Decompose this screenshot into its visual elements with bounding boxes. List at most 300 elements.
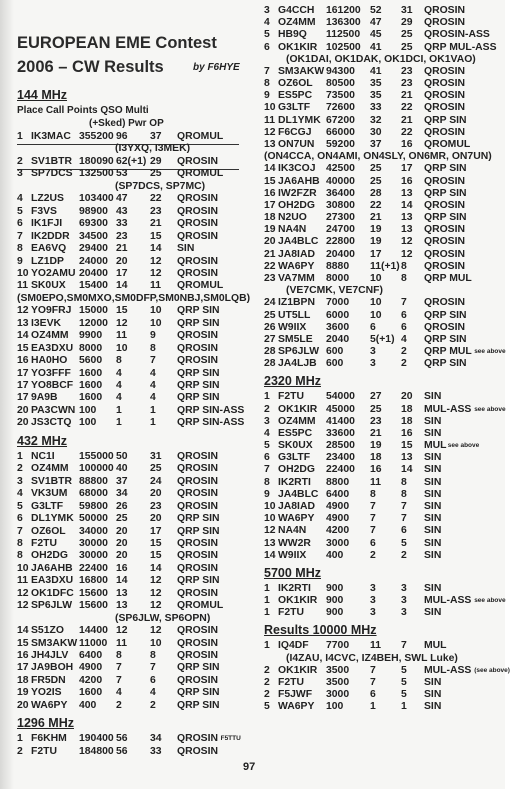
callsign-cell: OK1KIR [278,403,318,415]
place-cell: 17 [264,199,276,211]
remark-cell: F5TTU [220,735,241,743]
points-cell: 4200 [79,674,103,686]
points-cell: 4900 [326,513,350,525]
qso-cell: 22 [370,199,382,211]
points-cell: 41400 [326,415,355,427]
result-row [264,606,496,620]
category-cell: QROSIN [424,5,465,16]
qso-cell: 28 [370,187,382,199]
category-cell: QROSIN [177,650,218,661]
category-cell: MUL [424,440,447,452]
multi-cell: 25 [401,41,413,53]
place-cell: 9 [264,90,270,102]
points-cell: 27300 [326,212,355,224]
multi-cell: 12 [150,600,162,612]
callsign-cell: JS3CTQ [31,417,72,429]
multi-cell: 12 [150,267,162,279]
points-cell: 3000 [326,537,350,549]
multi-cell: 7 [150,355,156,367]
place-cell: 16 [17,650,29,661]
points-cell: 8800 [326,476,350,488]
points-cell: 15000 [79,305,108,317]
qso-cell: 33 [370,102,382,114]
qso-cell: 19 [370,440,382,452]
multi-cell: 2 [401,358,407,370]
multi-cell: 1 [150,404,156,416]
place-cell: 8 [17,537,23,549]
category-cell: QROMUL [177,131,224,142]
qso-cell: 7 [370,525,376,537]
operators-note: (SM0EPO,SM0MXO,SM0DFP,SM0NBJ,SM0LQB) [17,292,251,304]
multi-cell: 6 [401,309,407,321]
category-cell: QROSIN [177,230,218,242]
multi-cell: 13 [401,452,413,464]
callsign-cell: F2TU [31,537,57,549]
qso-cell: 37 [370,138,382,150]
points-cell: 50000 [79,513,108,525]
multi-cell: 2 [401,549,407,561]
callsign-cell: SK0UX [31,280,66,292]
points-cell: 59800 [79,500,108,512]
multi-cell: 7 [401,640,407,652]
category-cell: QROMUL [177,168,224,180]
multi-cell: 25 [150,168,162,180]
callsign-cell: HA0HO [31,355,68,367]
points-cell: 2040 [326,333,350,345]
result-row [264,357,496,371]
points-cell: 22400 [326,464,355,476]
category-cell: QRP SIN [177,575,220,587]
place-cell: 15 [264,175,276,187]
callsign-cell: OH2DG [31,550,68,562]
category-cell: QROSIN [177,475,218,487]
points-cell: 15400 [79,280,108,292]
category-cell: QROSIN [177,550,218,562]
category-cell: SIN [424,549,442,561]
callsign-cell: NC1I [31,450,55,462]
callsign-cell: S51ZO [31,625,64,637]
callsign-cell: JA4LJB [278,358,317,370]
callsign-cell: DL1YMK [278,114,321,126]
qso-cell: 2 [370,549,376,561]
points-cell: 15600 [79,600,108,612]
qso-cell: 20 [116,255,128,267]
place-cell: 9 [264,488,270,500]
place-cell: 2 [17,155,23,167]
multi-cell: 34 [150,733,162,745]
qso-cell: 6 [370,537,376,549]
callsign-cell: JA4BLC [278,488,319,500]
qso-cell: 15 [116,305,128,317]
place-cell: 3 [264,415,270,427]
multi-cell: 18 [401,415,413,427]
multi-cell: 4 [150,367,156,379]
points-cell: 400 [326,549,344,561]
points-cell: 28500 [326,440,355,452]
remark-cell: see above [474,348,506,356]
category-cell: QRP SIN [424,187,467,199]
multi-cell: 37 [150,131,162,142]
place-cell: 8 [17,243,23,255]
callsign-cell: OZ6OL [278,78,313,90]
category-cell: QROMUL [424,138,471,150]
place-cell: 14 [17,625,29,637]
place-cell: 2 [17,463,23,475]
category-cell: QROSIN [177,537,218,549]
place-cell: 4 [17,488,23,500]
multi-cell: 5 [401,689,407,701]
callsign-cell: EA6VQ [31,243,67,255]
qso-cell: 4 [116,392,122,404]
points-cell: 72600 [326,102,355,114]
category-cell: QRP SIN [177,367,220,379]
band-heading: 2320 MHz [264,374,321,389]
category-cell: QROSIN [177,625,218,637]
category-cell: QROSIN [177,562,218,574]
qso-cell: 10 [370,297,382,309]
points-cell: 73500 [326,90,355,102]
category-cell: SIN [424,689,442,701]
remark-cell: see above [474,405,506,413]
qso-cell: 52 [370,5,382,16]
callsign-cell: F2TU [31,745,57,757]
qso-cell: 6 [370,689,376,701]
place-cell: 20 [17,417,29,429]
multi-cell: 21 [401,114,413,126]
qso-cell: 17 [370,248,382,260]
place-cell: 24 [264,297,276,309]
category-cell: QROSIN [177,193,218,205]
callsign-cell: DL1YMK [31,513,74,525]
qso-cell: 19 [370,224,382,236]
points-cell: 100000 [79,463,114,475]
points-cell: 161200 [326,5,361,16]
place-cell: 5 [17,205,23,217]
multi-cell: 1 [401,701,407,713]
category-cell: QRP SIN [177,662,220,674]
qso-cell: 16 [116,562,128,574]
qso-cell: 12 [116,317,128,329]
callsign-cell: SP6JLW [278,346,319,358]
callsign-cell: WW2R [278,537,311,549]
multi-cell: 13 [401,224,413,236]
multi-cell: 14 [150,562,162,574]
multi-cell: 22 [401,102,413,114]
place-cell: 12 [17,305,29,317]
category-cell: QROSIN [177,155,218,167]
category-cell: SIN [424,537,442,549]
place-cell: 1 [17,450,23,462]
category-cell: QRP SIN-ASS [177,417,245,429]
qso-cell: 8 [370,488,376,500]
qso-cell: 2 [116,699,122,711]
callsign-cell: IK2DDR [31,230,70,242]
multi-cell: 20 [401,391,413,403]
qso-cell: 25 [370,175,382,187]
category-cell: MUL-ASS [424,595,472,607]
callsign-cell: YO2IS [31,687,62,699]
category-cell: MUL-ASS [424,664,472,676]
place-cell: 28 [264,346,276,358]
callsign-cell: F2TU [278,391,304,403]
points-cell: 40000 [326,175,355,187]
remark-cell: see above [447,442,480,450]
qso-cell: 5(+1) [370,333,395,345]
callsign-cell: JA8IAD [278,248,315,260]
place-cell: 12 [264,126,276,138]
callsign-cell: IK2RTI [278,476,311,488]
multi-cell: 15 [150,230,162,242]
qso-cell: 20 [116,537,128,549]
points-cell: 12000 [79,317,108,329]
category-cell: QROSIN [177,255,218,267]
qso-cell: 37 [116,475,128,487]
points-cell: 1600 [79,380,103,391]
callsign-cell: OK1KIR [278,664,318,676]
category-cell: QROSIN [424,199,465,211]
category-cell: SIN [424,607,442,619]
callsign-cell: WA6PY [31,699,68,711]
category-cell: QROSIN [177,733,218,745]
multi-cell: 15 [401,440,413,452]
page-title-line2: 2006 – CW Results [17,58,164,76]
multi-cell: 16 [401,138,413,150]
qso-cell: 3 [370,346,376,358]
place-cell: 1 [264,391,270,403]
place-cell: 3 [17,475,23,487]
category-cell: QRP SIN [424,333,467,345]
place-cell: 14 [264,163,276,175]
multi-cell: 21 [401,90,413,102]
category-cell: QROSIN [424,297,465,309]
points-cell: 155000 [79,450,114,462]
page-title-line1: EUROPEAN EME Contest [17,34,217,52]
callsign-cell: OK1KIR [278,595,318,607]
category-cell: SIN [424,677,442,688]
category-cell: QROSIN [177,463,218,475]
callsign-cell: OZ4MM [31,463,69,475]
category-cell: QROSIN [424,236,465,248]
points-cell: 4900 [79,662,103,674]
category-cell: QRP SIN [424,212,467,224]
multi-cell: 12 [150,255,162,267]
place-cell: 15 [17,342,29,354]
category-cell: QROSIN [177,500,218,512]
qso-cell: 7 [370,677,376,688]
points-cell: 30000 [79,537,108,549]
qso-cell: 96 [116,131,128,142]
multi-cell: 8 [401,476,407,488]
qso-cell: 13 [116,587,128,599]
qso-cell: 17 [116,267,128,279]
multi-cell: 31 [150,450,162,462]
points-cell: 6400 [79,650,103,661]
points-cell: 3600 [326,321,350,333]
callsign-cell: HB9Q [278,29,307,41]
callsign-cell: F5JWF [278,689,313,701]
qso-cell: 20 [116,525,128,537]
multi-cell: 24 [150,475,162,487]
page-fold-shadow [0,0,14,789]
points-cell: 1600 [79,367,103,379]
callsign-cell: JH4JLV [31,650,69,661]
callsign-cell: YO3FFF [31,367,71,379]
multi-cell: 15 [150,550,162,562]
points-cell: 8000 [326,272,350,284]
result-row [264,549,496,563]
qso-cell: 40 [116,463,128,475]
qso-cell: 11 [116,637,127,649]
qso-cell: 53 [116,168,128,180]
qso-cell: 23 [116,230,128,242]
category-cell: QRP SIN [177,392,220,404]
place-cell: 16 [17,355,29,367]
points-cell: 3000 [326,689,350,701]
callsign-cell: VK3UM [31,488,68,500]
multi-cell: 14 [150,243,162,255]
qso-cell: 4 [116,367,122,379]
place-cell: 5 [17,500,23,512]
callsign-cell: G4CCH [278,5,315,16]
qso-cell: 11 [370,476,381,488]
table-header: (+Sked) Pwr OP [89,118,164,129]
callsign-cell: YO2AMU [31,267,76,279]
callsign-cell: JA6AHB [278,175,320,187]
callsign-cell: IZ1BPN [278,297,315,309]
callsign-cell: OZ4MM [278,17,316,29]
points-cell: 102500 [326,41,361,53]
points-cell: 20400 [326,248,355,260]
qso-cell: 7 [370,513,376,525]
category-cell: QRP SIN [424,309,467,321]
qso-cell: 10 [116,342,128,354]
multi-cell: 23 [401,78,413,90]
multi-cell: 25 [401,29,413,41]
category-cell: QROSIN [177,330,218,342]
points-cell: 68000 [79,488,108,500]
qso-cell: 56 [116,745,128,757]
qso-cell: 3 [370,595,376,607]
category-cell: SIN [424,452,442,464]
multi-cell: 29 [150,155,162,167]
qso-cell: 7 [370,664,376,676]
points-cell: 15600 [79,587,108,599]
qso-cell: 3 [370,607,376,619]
qso-cell: 21 [370,427,382,439]
qso-cell: 41 [370,65,382,77]
category-cell: SIN [424,415,442,427]
points-cell: 355200 [79,131,114,142]
callsign-cell: OH2DG [278,464,315,476]
points-cell: 8000 [79,342,103,354]
place-cell: 12 [17,600,29,612]
points-cell: 30800 [326,199,355,211]
operators-note: (VE7CMK, VE7CNF) [286,285,383,297]
multi-cell: 12 [150,575,162,587]
qso-cell: 25 [370,163,382,175]
multi-cell: 8 [401,260,407,272]
category-cell: QROMUL [177,280,224,292]
qso-cell: 50 [116,450,128,462]
points-cell: 22400 [79,562,108,574]
points-cell: 400 [79,699,97,711]
points-cell: 80500 [326,78,355,90]
points-cell: 1600 [79,687,103,699]
points-cell: 24000 [79,255,108,267]
place-cell: 8 [264,78,270,90]
callsign-cell: SP6JLW [31,600,72,612]
place-cell: 7 [17,525,23,537]
callsign-cell: SP7DCS [31,168,73,180]
category-cell: SIN [424,525,442,537]
multi-cell: 12 [401,248,413,260]
qso-cell: 45 [370,29,382,41]
place-cell: 2 [264,664,270,676]
multi-cell: 8 [150,342,156,354]
multi-cell: 10 [150,637,162,649]
category-cell: SIN [424,488,442,500]
category-cell: QROSIN [177,587,218,599]
multi-cell: 13 [401,212,413,224]
qso-cell: 4 [116,687,122,699]
multi-cell: 18 [401,403,413,415]
place-cell: 11 [17,280,28,292]
place-cell: 3 [264,5,270,16]
place-cell: 6 [17,513,23,525]
multi-cell: 8 [150,650,156,661]
qso-cell: 7 [370,501,376,513]
place-cell: 8 [17,550,23,562]
place-cell: 2 [17,745,23,757]
multi-cell: 5 [401,537,407,549]
callsign-cell: OZ4MM [278,415,316,427]
callsign-cell: OZ4MM [31,330,69,342]
place-cell: 1 [264,640,270,652]
callsign-cell: LZ2US [31,193,64,205]
place-cell: 27 [264,333,276,345]
points-cell: 900 [326,607,344,619]
callsign-cell: SM3AKW [278,65,325,77]
callsign-cell: EA3DXU [31,575,74,587]
points-cell: 14400 [79,625,108,637]
multi-cell: 4 [401,333,407,345]
category-cell: SIN [424,513,442,525]
points-cell: 16800 [79,575,108,587]
points-cell: 100 [79,417,97,429]
multi-cell: 6 [150,674,156,686]
category-cell: QROSIN [424,126,465,138]
points-cell: 11000 [79,637,108,649]
points-cell: 900 [326,595,344,607]
place-cell: 6 [264,452,270,464]
place-cell: 10 [17,562,29,574]
callsign-cell: SM5LE [278,333,313,345]
callsign-cell: JA6AHB [31,562,73,574]
points-cell: 100 [79,404,97,416]
callsign-cell: ES5PC [278,427,313,439]
place-cell: 6 [264,41,270,53]
multi-cell: 3 [401,582,407,594]
points-cell: 23400 [326,452,355,464]
qso-cell: 33 [116,218,128,230]
multi-cell: 20 [150,513,162,525]
qso-cell: 7 [116,674,122,686]
multi-cell: 3 [401,595,407,607]
category-cell: QROSIN [177,450,218,462]
qso-cell: 11 [370,640,381,652]
callsign-cell: FR5DN [31,674,66,686]
place-cell: 4 [264,17,270,29]
